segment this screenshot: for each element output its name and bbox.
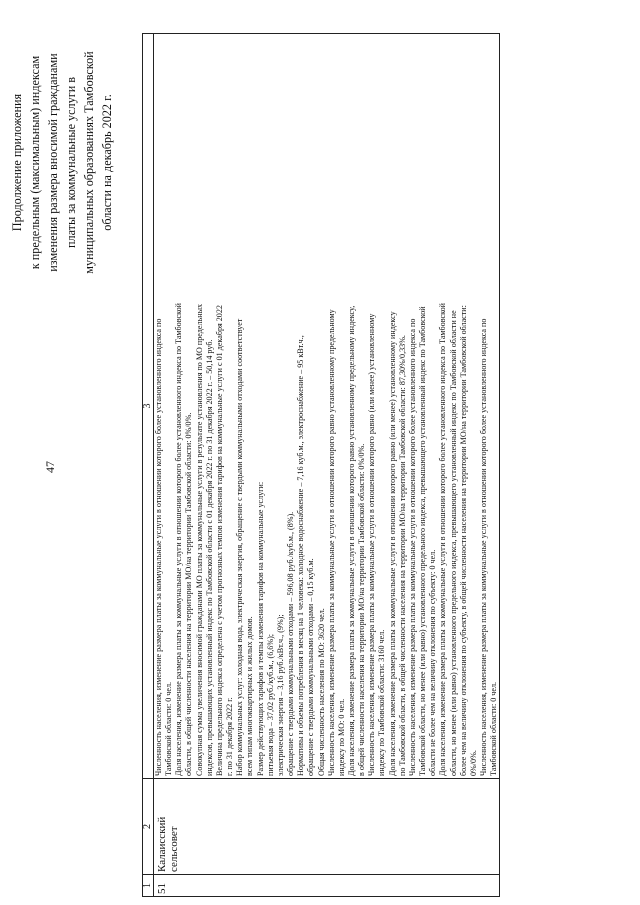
column-header-1: 1 bbox=[143, 875, 154, 897]
indices-table bbox=[142, 33, 500, 897]
table-header-row bbox=[143, 34, 154, 897]
description-line: электрическая энергия – 3,16 руб./кВт.ч., (9%); bbox=[275, 614, 285, 776]
heading-line: муниципальных образованиях Тамбовской bbox=[82, 51, 96, 274]
description-line: области, но менее (или равно) установленного предельного индекса, превышающего установленный индекс по Тамбовской области не bbox=[448, 310, 458, 776]
heading-line: к предельным (максимальным) индексам bbox=[28, 55, 42, 270]
row-description bbox=[154, 34, 500, 779]
description-line: питьевая вода – 37,02 руб./куб.м., (6,6%); bbox=[265, 633, 275, 776]
description-line: Нормативы и объемы потребления в месяц на 1 человека: холодное водоснабжение – 7,16 куб.м., электроснабжение – 95 кВт.ч., bbox=[296, 335, 306, 776]
description-line: Численность населения, изменение размера платы за коммунальные услуги в отношении которого равно установленному предельному bbox=[326, 309, 336, 776]
description-line: индексов, превышающих установленный индекс по Тамбовской области с 01 декабря 2022 г. по 31 декабря 2022 г. – 50,14 руб. bbox=[204, 339, 214, 776]
description-line: в общей численности населения на территории МО/на территории Тамбовской области: 0%/0%. bbox=[357, 443, 367, 776]
description-line: Набор коммунальных услуг: холодная вода, электрическая энергия, обращение с твердыми коммунальными отходами соответствует bbox=[235, 318, 245, 776]
description-line: Тамбовской области: 0 чел. bbox=[164, 681, 174, 776]
description-line: Совокупная сумма увеличения вносимой гражданами МО платы за коммунальные услуги в результате установления по МО предельных bbox=[194, 303, 204, 776]
column-header-2: 2 bbox=[143, 779, 154, 875]
description-line: Численность населения, изменение размера платы за коммунальные услуги в отношении которого более установленного индекса по bbox=[479, 318, 488, 776]
heading-line: платы за коммунальные услуги в bbox=[64, 76, 78, 249]
table-row bbox=[154, 34, 500, 897]
heading-line: области на декабрь 2022 г. bbox=[100, 94, 114, 231]
column-header-3: 3 bbox=[143, 34, 154, 779]
description-line: обращение с твердыми коммунальными отходами – 0,15 куб.м. bbox=[306, 558, 316, 776]
row-number: 51 bbox=[154, 875, 500, 897]
description-line: индексу по МО: 0 чел. bbox=[336, 698, 346, 776]
municipality-name: Калаисский сельсовет bbox=[154, 779, 500, 875]
description-line: Численность населения, изменение размера платы за коммунальные услуги в отношении которого более установленного индекса по bbox=[154, 318, 163, 776]
description-line: Численность населения, изменение размера платы за коммунальные услуги в отношении которого более установленного индекса по bbox=[407, 318, 417, 776]
description-line: Величина предельного индекса определена с учетом прогнозных темпов изменения тарифов на коммунальные услуги с 01 декабря 2022 bbox=[214, 305, 224, 776]
description-line: индексу по Тамбовской области: 3160 чел. bbox=[377, 629, 387, 776]
description-line: Доля населения, изменение размера платы за коммунальные услуги в отношении которого более установленного индекса по Тамбовской bbox=[174, 303, 184, 776]
description-line: 0%/0%. bbox=[468, 750, 478, 776]
description-line: Доля населения, изменение размера платы за коммунальные услуги в отношении которого равно установленному предельному индексу, bbox=[346, 305, 356, 776]
description-line: более чем на величину отклонения по субъекту, в общей численности населения на территории МО/на территории Тамбовской области: bbox=[458, 305, 468, 776]
description-line: Доля населения, изменение размера платы за коммунальные услуги в отношении которого равно (или менее) установленному индексу bbox=[387, 311, 397, 776]
description-line: Общая численность населения по МО: 3620 чел. bbox=[316, 608, 326, 776]
description-line: области, в общей численности населения на территории МО/на территории Тамбовской области: 0%/0%. bbox=[184, 412, 194, 776]
description-line: по Тамбовской области, в общей численности населения на территории МО/на территории Тамбовской области: 87,30%/0,33%. bbox=[397, 335, 407, 776]
description-line: обращение с твердыми коммунальными отходами – 596,08 руб./куб.м., (8%). bbox=[286, 511, 296, 776]
appendix-heading bbox=[8, 30, 116, 295]
description-line: всем типам многоквартирных и жилых домов. bbox=[245, 616, 255, 776]
description-line: Тамбовской области, но менее (или равно) установленного предельного индекса, превышающего установленный индекс по Тамбовской bbox=[418, 306, 428, 776]
description-lines bbox=[154, 36, 499, 776]
description-line: Численность населения, изменение размера платы за коммунальные услуги в отношении которого равно (или менее) установленному bbox=[367, 313, 377, 776]
description-line: Доля населения, изменение размера платы за коммунальные услуги в отношении которого более установленного индекса по Тамбовской bbox=[438, 303, 448, 776]
heading-line: изменения размера вносимой гражданами bbox=[46, 53, 60, 272]
heading-line: Продолжение приложения bbox=[10, 93, 24, 232]
description-line: Тамбовской области: 0 чел. bbox=[489, 681, 499, 776]
description-line: области не более чем на величину отклонения по субъекту: 0 чел. bbox=[428, 549, 438, 776]
description-line: г. по 31 декабря 2022 г. bbox=[225, 697, 235, 776]
description-line: Размер действующих тарифов и темпы изменения тарифов на коммунальные услуги: bbox=[255, 481, 265, 776]
page-number: 47 bbox=[43, 461, 57, 473]
